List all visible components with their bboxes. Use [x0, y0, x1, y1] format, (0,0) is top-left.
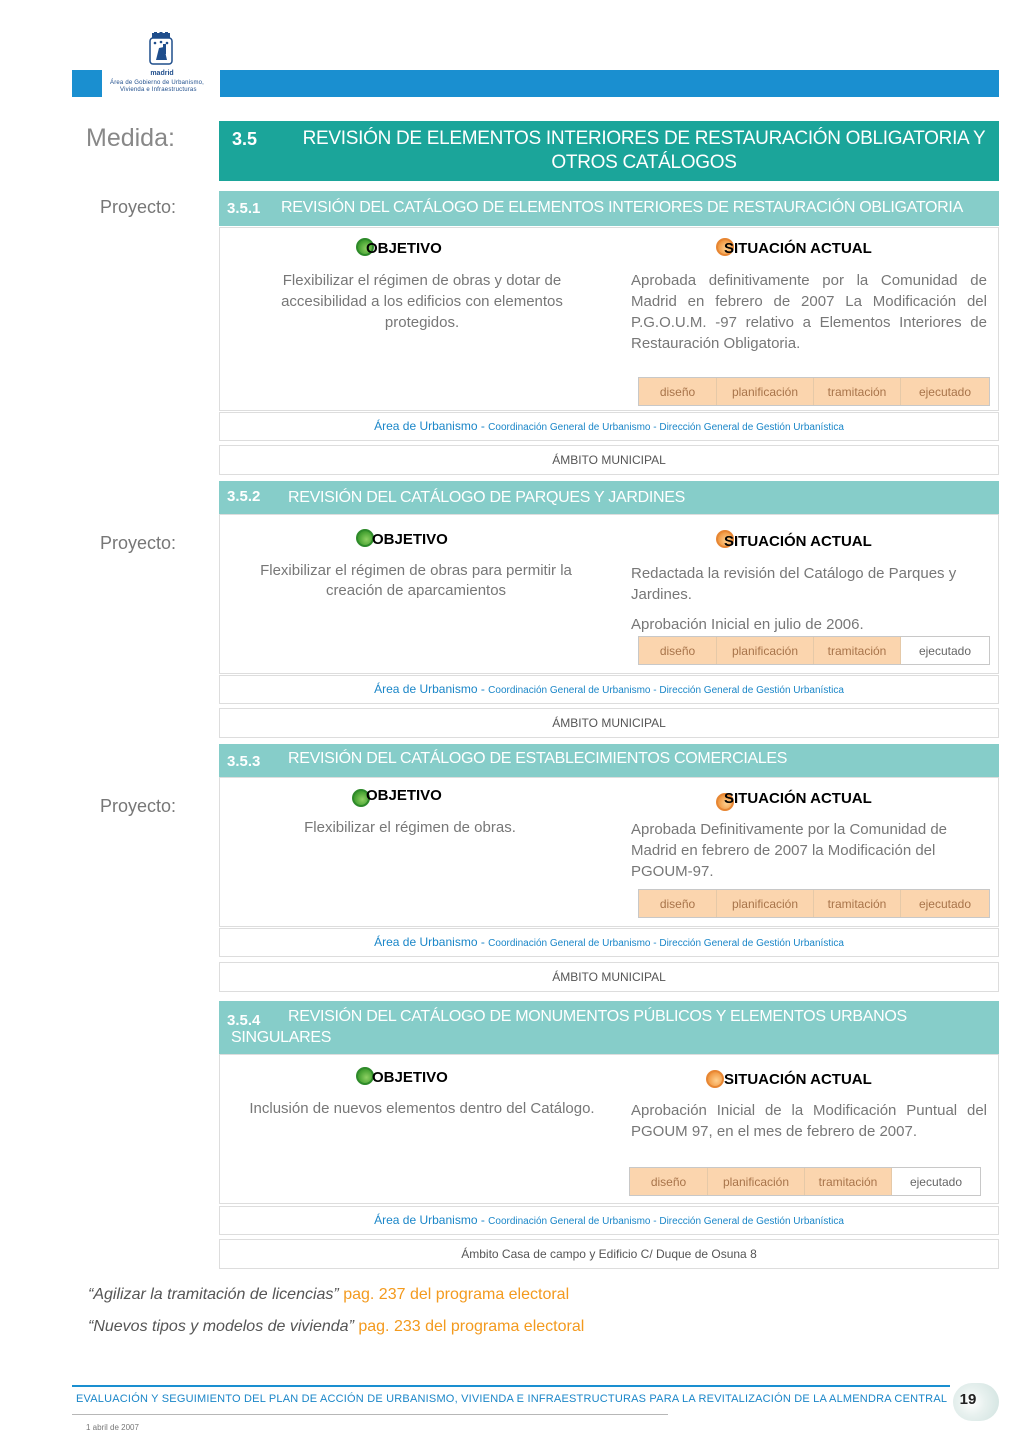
area-sub: Coordinación General de Urbanismo - Dirección General de Gestión Urbanística: [488, 1216, 844, 1227]
project-panel: [219, 1054, 999, 1204]
program-page: pag. 233 del programa electoral: [353, 1318, 585, 1335]
area-row: [219, 675, 999, 704]
status-executed: ejecutado: [892, 1168, 980, 1195]
area-main: Área de Urbanismo -: [374, 682, 489, 696]
status-processing: tramitación: [814, 637, 901, 664]
program-quote: “Nuevos tipos y modelos de vivienda”: [88, 1318, 354, 1335]
proyecto-label: Proyecto:: [100, 796, 177, 816]
project-number: 3.5.3: [227, 753, 261, 770]
area-sub: Coordinación General de Urbanismo - Dirección General de Gestión Urbanística: [488, 685, 844, 696]
situacion-heading: SITUACIÓN ACTUAL: [724, 1071, 872, 1088]
page-number: 19: [959, 1391, 977, 1408]
ambito-row: ÁMBITO MUNICIPAL: [219, 708, 999, 738]
footer-rule: [72, 1385, 950, 1387]
objetivo-text: Inclusión de nuevos elementos dentro del Catálogo.: [249, 1100, 595, 1117]
program-quote: “Agilizar la tramitación de licencias”: [88, 1286, 339, 1303]
status-planning: planificación: [717, 378, 814, 405]
situacion-heading: SITUACIÓN ACTUAL: [724, 790, 872, 807]
madrid-crest-icon: [148, 32, 174, 68]
situacion-heading: SITUACIÓN ACTUAL: [724, 240, 872, 257]
area-main: Área de Urbanismo -: [374, 419, 489, 433]
situacion-text: Aprobación Inicial de la Modificación Puntual del PGOUM 97, en el mes de febrero de 2007.: [631, 1102, 987, 1140]
project-panel: [219, 514, 999, 674]
situacion-text: Redactada la revisión del Catálogo de Parques y Jardines.: [631, 565, 957, 603]
status-processing: tramitación: [814, 378, 901, 405]
program-page: pag. 237 del programa electoral: [338, 1286, 570, 1303]
ambito-row: ÁMBITO MUNICIPAL: [219, 962, 999, 992]
project-panel: [219, 777, 999, 927]
project-number: 3.5.2: [227, 488, 261, 505]
status-bar: [638, 636, 990, 665]
area-sub: Coordinación General de Urbanismo - Dirección General de Gestión Urbanística: [488, 422, 844, 433]
project-title: REVISIÓN DEL CATÁLOGO DE ELEMENTOS INTERIORES DE RESTAURACIÓN OBLIGATORIA: [281, 199, 963, 216]
objetivo-heading: OBJETIVO: [366, 240, 442, 257]
status-design: diseño: [639, 890, 717, 917]
objetivo-heading: OBJETIVO: [372, 531, 448, 548]
program-reference: [88, 1318, 584, 1336]
status-planning: planificación: [717, 637, 814, 664]
medida-header: [219, 121, 999, 181]
objetivo-text: Flexibilizar el régimen de obras y dotar de accesibilidad a los edificios con elementos protegidos.: [281, 272, 563, 331]
project-title: REVISIÓN DEL CATÁLOGO DE ESTABLECIMIENTOS COMERCIALES: [288, 750, 788, 767]
status-design: diseño: [639, 378, 717, 405]
area-row: [219, 412, 999, 441]
project-title-continued: SINGULARES: [231, 1029, 332, 1046]
logo-area-line2: Vivienda e Infraestructuras: [120, 87, 197, 93]
status-executed: ejecutado: [901, 637, 989, 664]
situacion-text: Aprobada Definitivamente por la Comunidad de Madrid en febrero de 2007 la Modificación del PGOUM-97.: [631, 821, 948, 880]
area-main: Área de Urbanismo -: [374, 935, 489, 949]
project-title: REVISIÓN DEL CATÁLOGO DE PARQUES Y JARDINES: [288, 489, 685, 506]
proyecto-label: Proyecto:: [100, 197, 177, 217]
header-bar: [220, 70, 999, 97]
objetivo-text: Flexibilizar el régimen de obras para permitir la creación de aparcamientos: [260, 562, 572, 599]
status-bar: [638, 889, 990, 918]
status-executed: ejecutado: [901, 890, 989, 917]
medida-title: REVISIÓN DE ELEMENTOS INTERIORES DE RESTAURACIÓN OBLIGATORIA Y OTROS CATÁLOGOS: [302, 128, 986, 173]
project-header: [219, 481, 999, 514]
area-main: Área de Urbanismo -: [374, 1213, 489, 1227]
status-bar: [629, 1167, 981, 1196]
situacion-orange-dot-icon: [706, 1070, 724, 1088]
logo-city-name: madrid: [150, 70, 174, 77]
project-number: 3.5.1: [227, 200, 261, 217]
status-processing: tramitación: [805, 1168, 892, 1195]
footer-divider: [72, 1414, 668, 1415]
ambito-row: Ámbito Casa de campo y Edificio C/ Duque de Osuna 8: [219, 1239, 999, 1269]
ambito-row: ÁMBITO MUNICIPAL: [219, 445, 999, 475]
project-number: 3.5.4: [227, 1012, 261, 1029]
situacion-heading: SITUACIÓN ACTUAL: [724, 533, 872, 550]
status-design: diseño: [630, 1168, 708, 1195]
project-header: [219, 744, 999, 777]
project-title: REVISIÓN DEL CATÁLOGO DE MONUMENTOS PÚBLICOS Y ELEMENTOS URBANOS: [288, 1008, 907, 1025]
document-date: 1 abril de 2007: [86, 1423, 139, 1432]
proyecto-label: Proyecto:: [100, 533, 177, 553]
project-header: [219, 191, 999, 226]
area-sub: Coordinación General de Urbanismo - Dirección General de Gestión Urbanística: [488, 938, 844, 949]
objetivo-heading: OBJETIVO: [366, 787, 442, 804]
situacion-text: Aprobación Inicial en julio de 2006.: [631, 616, 864, 633]
status-planning: planificación: [717, 890, 814, 917]
program-reference: [88, 1286, 569, 1304]
logo-area-line1: Área de Gobierno de Urbanismo,: [110, 80, 205, 86]
status-processing: tramitación: [814, 890, 901, 917]
project-header: [219, 1001, 999, 1054]
objetivo-heading: OBJETIVO: [372, 1069, 448, 1086]
project-panel: [219, 227, 999, 411]
medida-number: 3.5: [232, 129, 258, 149]
objetivo-text: Flexibilizar el régimen de obras.: [304, 819, 516, 836]
status-design: diseño: [639, 637, 717, 664]
situacion-text: Aprobada definitivamente por la Comunidad de Madrid en febrero de 2007 La Modificación del P.G.O.U.M. -97 relativo a Elementos Interiores de Restauración Obligatoria.: [631, 272, 987, 352]
status-executed: ejecutado: [901, 378, 989, 405]
status-bar: [638, 377, 990, 406]
medida-label: Medida:: [86, 124, 175, 152]
footer-title: EVALUACIÓN Y SEGUIMIENTO DEL PLAN DE ACCIÓN DE URBANISMO, VIVIENDA E INFRAESTRUCTURAS PARA LA REVITALIZACIÓN DE LA ALMENDRA CENTRAL: [76, 1393, 948, 1405]
status-planning: planificación: [708, 1168, 805, 1195]
area-row: [219, 1206, 999, 1235]
area-row: [219, 928, 999, 957]
header-accent-block: [72, 70, 102, 97]
